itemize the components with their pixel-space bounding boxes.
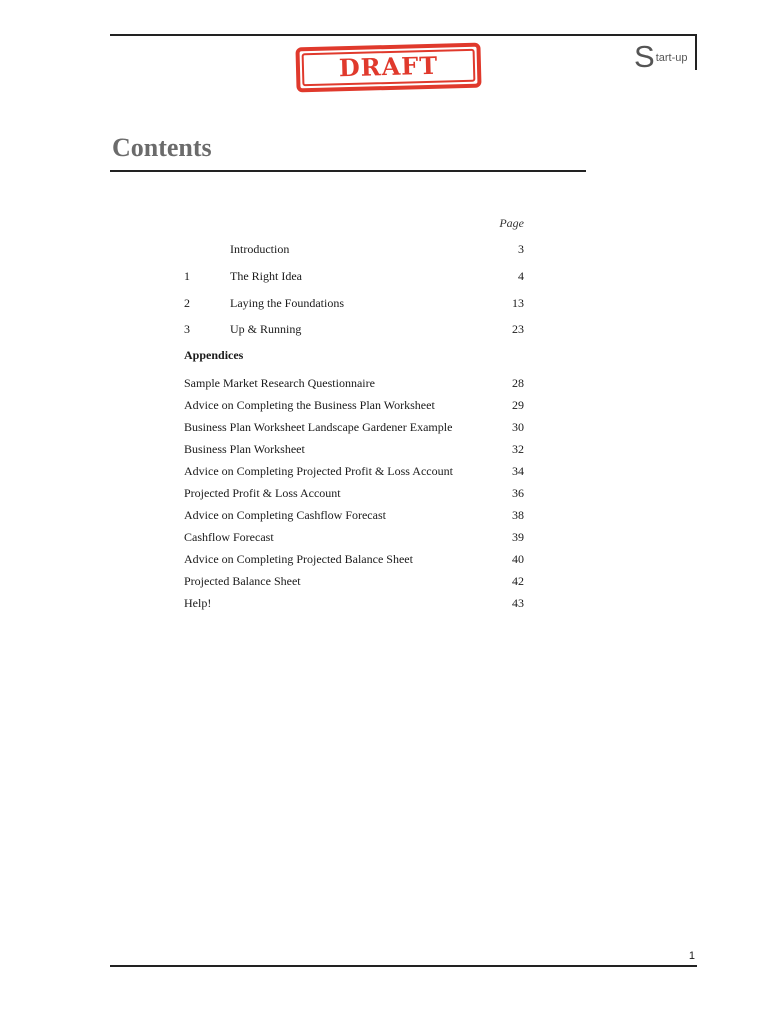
chapter-number: 3 — [184, 322, 190, 336]
chapter-page: 3 — [518, 242, 524, 256]
chapter-page: 4 — [518, 269, 524, 283]
page-number: 1 — [688, 950, 695, 962]
page-title: Contents — [112, 133, 212, 162]
start-up-logo — [634, 40, 687, 74]
draft-stamp-text: DRAFT — [338, 50, 439, 83]
appendix-title: Advice on Completing Cashflow Forecast — [184, 508, 386, 522]
chapter-page: 23 — [512, 322, 524, 336]
chapter-page: 13 — [512, 296, 524, 310]
appendix-page: 43 — [512, 596, 524, 610]
draft-stamp — [295, 43, 481, 93]
appendices-heading: Appendices — [184, 348, 244, 362]
appendix-title: Cashflow Forecast — [184, 530, 274, 544]
appendix-title: Projected Profit & Loss Account — [184, 486, 341, 500]
appendix-page: 42 — [512, 574, 524, 588]
appendix-title: Business Plan Worksheet — [184, 442, 305, 456]
chapter-number: 2 — [184, 296, 190, 310]
chapter-number: 1 — [184, 269, 190, 283]
toc-row-appendix[interactable] — [0, 462, 770, 480]
toc-row-appendix[interactable] — [0, 418, 770, 436]
appendix-title: Help! — [184, 596, 212, 610]
appendix-title: Advice on Completing the Business Plan Worksheet — [184, 398, 435, 412]
chapter-title: Up & Running — [230, 322, 302, 336]
toc-row-appendix[interactable] — [0, 374, 770, 392]
appendix-page: 40 — [512, 552, 524, 566]
toc-row-appendix[interactable] — [0, 550, 770, 568]
toc-row-appendix[interactable] — [0, 572, 770, 590]
toc-row-appendix[interactable] — [0, 528, 770, 546]
logo-text: tart-up — [655, 52, 688, 64]
appendix-page: 29 — [512, 398, 524, 412]
chapter-title: The Right Idea — [230, 269, 302, 283]
appendix-page: 30 — [512, 420, 524, 434]
appendix-title: Business Plan Worksheet Landscape Gardener Example — [184, 420, 453, 434]
appendix-page: 32 — [512, 442, 524, 456]
header-rule — [110, 34, 697, 36]
toc-row-appendix[interactable] — [0, 506, 770, 524]
logo-initial: S — [634, 39, 655, 74]
appendix-page: 34 — [512, 464, 524, 478]
chapter-title: Laying the Foundations — [230, 296, 344, 310]
appendix-title: Projected Balance Sheet — [184, 574, 301, 588]
toc-row-appendix[interactable] — [0, 440, 770, 458]
toc-row-appendix[interactable] — [0, 484, 770, 502]
appendix-page: 36 — [512, 486, 524, 500]
header-rule-vertical — [695, 34, 697, 70]
toc-row-chapter-1[interactable] — [0, 267, 770, 285]
footer-rule — [110, 965, 697, 967]
title-rule — [110, 170, 586, 172]
appendix-page: 28 — [512, 376, 524, 390]
toc-row-appendix[interactable] — [0, 396, 770, 414]
toc-row-chapter-2[interactable] — [0, 294, 770, 312]
toc-row-introduction[interactable] — [0, 240, 770, 258]
toc-row-chapter-3[interactable] — [0, 320, 770, 338]
appendix-title: Advice on Completing Projected Balance Sheet — [184, 552, 413, 566]
appendix-title: Sample Market Research Questionnaire — [184, 376, 375, 390]
appendix-title: Advice on Completing Projected Profit & Loss Account — [184, 464, 453, 478]
appendix-page: 39 — [512, 530, 524, 544]
toc-row-appendix[interactable] — [0, 594, 770, 612]
chapter-title: Introduction — [230, 242, 290, 256]
appendix-page: 38 — [512, 508, 524, 522]
page-column-label: Page — [499, 216, 524, 230]
